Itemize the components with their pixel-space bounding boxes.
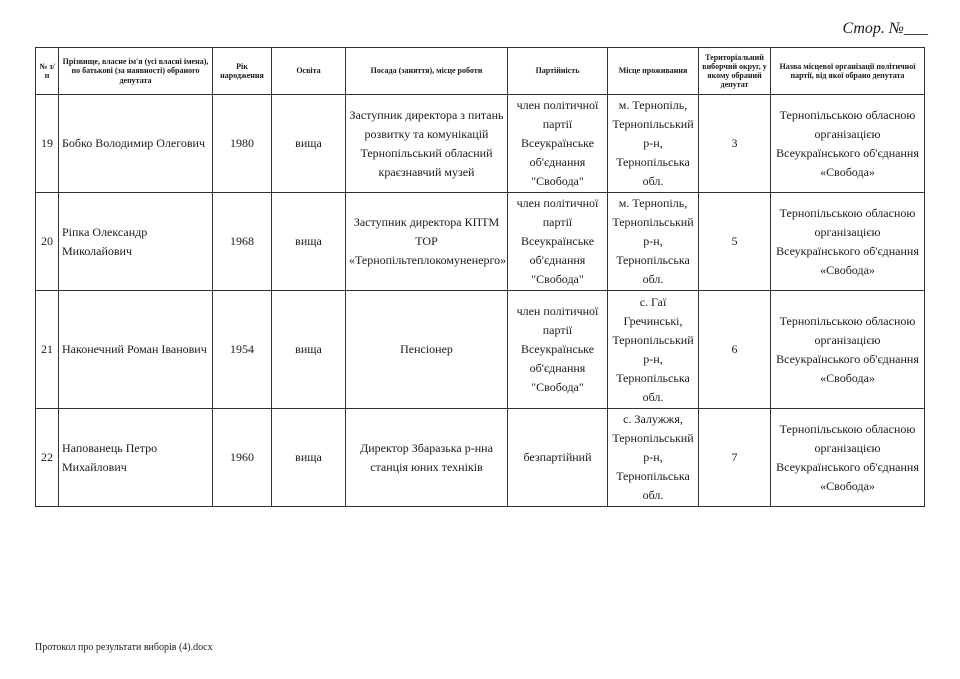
header-name: Прізвище, власне ім'я (усі власні імена), по батькові (за наявності) обраного депутата [59,48,213,95]
header-row [36,48,925,95]
residence: с. Залужжя, Тернопільський р-н, Тернопільська обл. [608,409,699,507]
header-organization: Назва місцевої організації політичної партії, від якої обрано депутата [771,48,925,95]
district: 6 [699,291,771,409]
deputy-name: Ріпка Олександр Миколайович [59,193,213,291]
table-row [36,95,925,193]
row-number: 19 [36,95,59,193]
header-party: Партійність [508,48,608,95]
party: член політичної партії Всеукраїнське об'єднання "Свобода" [508,291,608,409]
district: 7 [699,409,771,507]
document-footer: Протокол про результати виборів (4).docx [35,642,213,653]
row-number: 20 [36,193,59,291]
page-number-label: Стор. №___ [842,20,928,37]
header-number: № з/п [36,48,59,95]
table-row [36,291,925,409]
birth-year: 1960 [213,409,272,507]
deputy-name: Бобко Володимир Олегович [59,95,213,193]
residence: м. Тернопіль, Тернопільський р-н, Тернопільська обл. [608,95,699,193]
position: Пенсіонер [346,291,508,409]
education: вища [272,193,346,291]
deputies-table [35,47,925,507]
birth-year: 1954 [213,291,272,409]
position: Директор Збаразька р-нна станція юних техніків [346,409,508,507]
party: член політичної партії Всеукраїнське об'єднання "Свобода" [508,193,608,291]
row-number: 22 [36,409,59,507]
organization: Тернопільською обласною організацією Всеукраїнського об'єднання «Свобода» [771,193,925,291]
header-birth-year: Рік народження [213,48,272,95]
birth-year: 1980 [213,95,272,193]
header-district: Територіальний виборчий округ, у якому обраний депутат [699,48,771,95]
party: член політичної партії Всеукраїнське об'єднання "Свобода" [508,95,608,193]
header-position: Посада (заняття), місце роботи [346,48,508,95]
deputy-name: Напованець Петро Михайлович [59,409,213,507]
organization: Тернопільською обласною організацією Всеукраїнського об'єднання «Свобода» [771,409,925,507]
row-number: 21 [36,291,59,409]
district: 3 [699,95,771,193]
district: 5 [699,193,771,291]
education: вища [272,409,346,507]
header-residence: Місце проживання [608,48,699,95]
birth-year: 1968 [213,193,272,291]
education: вища [272,95,346,193]
party: безпартійний [508,409,608,507]
position: Заступник директора з питань розвитку та комунікацій Тернопільський обласний краєзнавчий музей [346,95,508,193]
education: вища [272,291,346,409]
residence: с. Гаї Гречинські, Тернопільський р-н, Тернопільська обл. [608,291,699,409]
residence: м. Тернопіль, Тернопільський р-н, Тернопільська обл. [608,193,699,291]
table-row [36,409,925,507]
position: Заступник директора КПТМ ТОР «Тернопільтеплокомуненерго» [346,193,508,291]
organization: Тернопільською обласною організацією Всеукраїнського об'єднання «Свобода» [771,95,925,193]
organization: Тернопільською обласною організацією Всеукраїнського об'єднання «Свобода» [771,291,925,409]
deputy-name: Наконечний Роман Іванович [59,291,213,409]
header-education: Освіта [272,48,346,95]
table-row [36,193,925,291]
